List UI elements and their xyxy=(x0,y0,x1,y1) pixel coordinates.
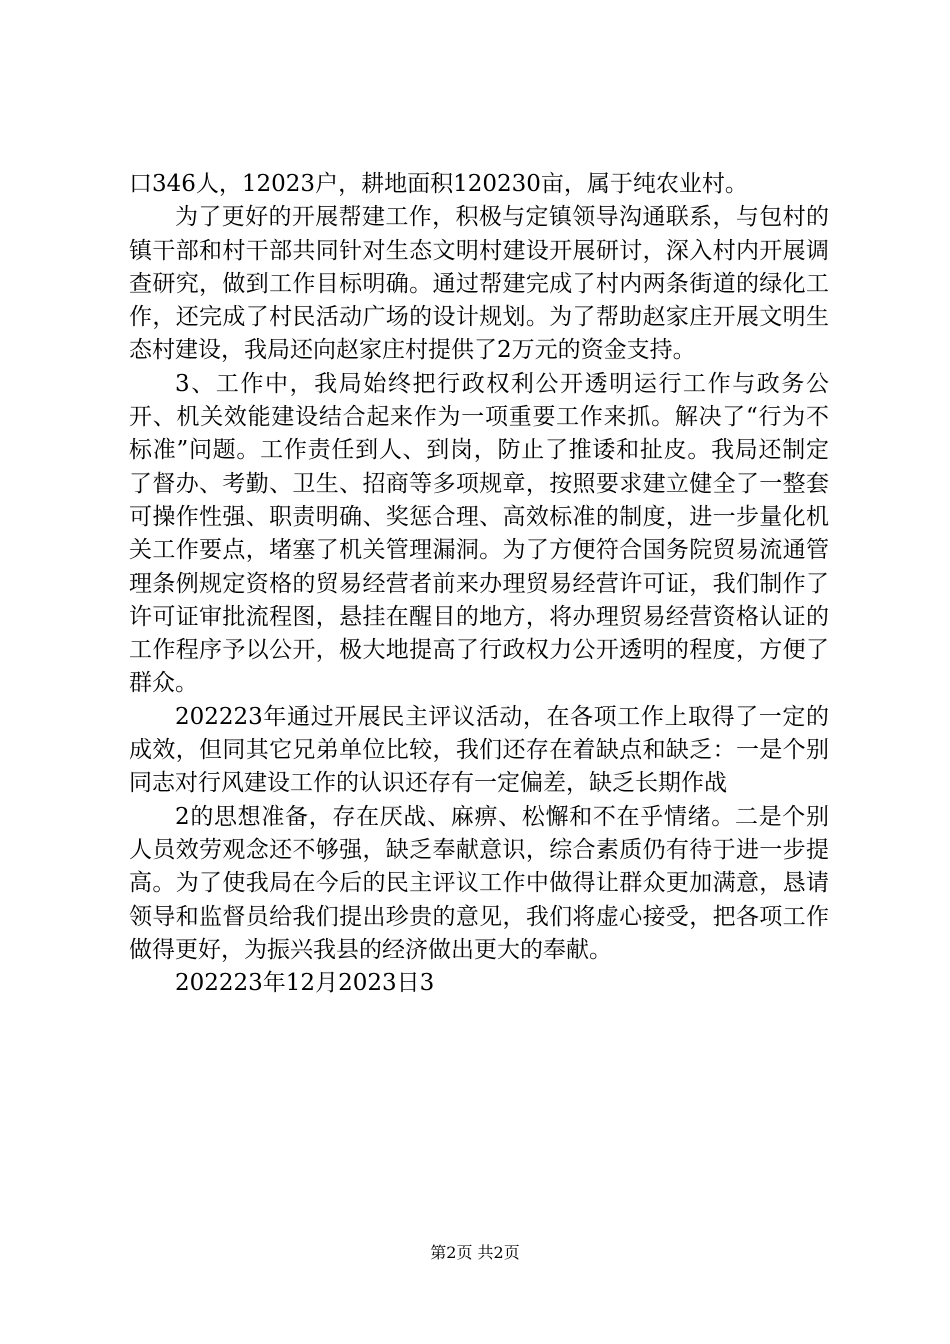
paragraph-population: 口346人，12023户，耕地面积120230亩，属于纯农业村。 xyxy=(129,171,748,197)
paragraph-shortcomings: 202223年通过开展民主评议活动，在各项工作上取得了一定的成效，但同其它兄弟单位比较，我们还存在着缺点和缺乏：一是个别同志对行风建设工作的认识还存有一定偏差，缺乏长期作战 xyxy=(129,703,829,797)
document-body xyxy=(129,168,829,1000)
paragraph-transparency-work: 3、工作中，我局始终把行政权利公开透明运行工作与政务公开、机关效能建设结合起来作为一项重要工作来抓。解决了“行为不标准”问题。工作责任到人、到岗，防止了推诿和扯皮。我局还制定了督办、考勤、卫生、招商等多项规章，按照要求建立健全了一整套可操作性强、职责明确、奖惩合理、高效标准的制度，进一步量化机关工作要点，堵塞了机关管理漏洞。为了方便符合国务院贸易流通管理条例规定资格的贸易经营者前来办理贸易经营许可证，我们制作了许可证审批流程图，悬挂在醒目的地方，将办理贸易经营资格认证的工作程序予以公开，极大地提高了行政权力公开透明的程度，方便了群众。 xyxy=(129,370,829,697)
paragraph-improvements: 2的思想准备，存在厌战、麻痹、松懈和不在乎情绪。二是个别人员效劳观念还不够强，缺乏奉献意识，综合素质仍有待于进一步提高。为了使我局在今后的民主评议工作中做得让群众更加满意，恳请领导和监督员给我们提出珍贵的意见，我们将虚心接受，把各项工作做得更好，为振兴我县的经济做出更大的奉献。 xyxy=(129,803,829,963)
paragraph-date: 202223年12月2023日3 xyxy=(175,970,435,997)
paragraph-assistance-work: 为了更好的开展帮建工作，积极与定镇领导沟通联系，与包村的镇干部和村干部共同针对生态文明村建设开展研讨，深入村内开展调查研究，做到工作目标明确。通过帮建完成了村内两条街道的绿化工作，还完成了村民活动广场的设计规划。为了帮助赵家庄开展文明生态村建设，我局还向赵家庄村提供了2万元的资金支持。 xyxy=(129,204,829,364)
page-number-footer: 第2页 共2页 xyxy=(430,1243,520,1262)
